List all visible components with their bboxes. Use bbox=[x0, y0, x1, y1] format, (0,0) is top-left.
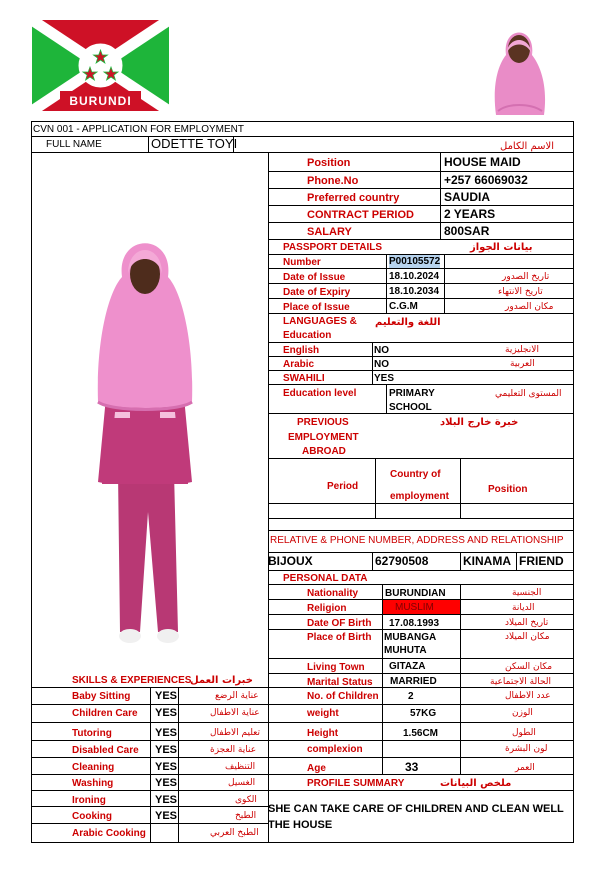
personal-ar-marital: الحالة الاجتماعية bbox=[490, 677, 551, 687]
job-value-country: SAUDIA bbox=[444, 190, 491, 204]
personal-ar-religion: الديانة bbox=[512, 603, 535, 613]
skill-ar-washing: الغسيل bbox=[228, 778, 256, 788]
passport-ar-place: مكان الصدور bbox=[505, 302, 554, 312]
form-code: CVN 001 - APPLICATION FOR EMPLOYMENT bbox=[33, 124, 244, 135]
job-value-salary: 800SAR bbox=[444, 224, 490, 238]
passport-label-number: Number bbox=[283, 257, 321, 268]
full-name-ar: الاسم الكامل bbox=[500, 141, 555, 152]
portrait-photo bbox=[478, 15, 560, 117]
skill-label-baby-sitting: Baby Sitting bbox=[72, 691, 131, 702]
skill-ar-baby-sitting: عناية الرضع bbox=[215, 691, 259, 701]
employment-col-country-1: Country of bbox=[390, 469, 441, 480]
languages-heading-1: LANGUAGES & bbox=[283, 316, 357, 327]
personal-value-religion: MUSLIM bbox=[395, 602, 434, 613]
passport-label-expiry: Date of Expiry bbox=[283, 287, 351, 298]
employment-heading-ar: خبرة خارج البلاد bbox=[440, 417, 519, 428]
personal-label-age: Age bbox=[307, 763, 326, 774]
skill-ar-children-care: عناية الاطفال bbox=[210, 708, 260, 718]
passport-value-issue: 18.10.2024 bbox=[389, 271, 440, 282]
skill-ar-tutoring: تعليم الاطفال bbox=[210, 728, 261, 738]
passport-label-place: Place of Issue bbox=[283, 302, 350, 313]
job-label-salary: SALARY bbox=[307, 226, 352, 238]
personal-label-pob: Place of Birth bbox=[307, 632, 372, 643]
skill-ar-cleaning: التنظيف bbox=[225, 762, 256, 772]
personal-label-weight: weight bbox=[307, 708, 339, 719]
skill-value-baby-sitting: YES bbox=[155, 690, 178, 702]
passport-heading-ar: بيانات الجواز bbox=[470, 242, 533, 253]
personal-ar-height: الطول bbox=[512, 728, 536, 738]
skill-label-arabic-cooking: Arabic Cooking bbox=[72, 828, 146, 839]
flag-caption: BURUNDI bbox=[69, 94, 132, 108]
relative-phone: 62790508 bbox=[375, 554, 429, 568]
personal-heading: PERSONAL DATA bbox=[283, 573, 368, 584]
skill-label-children-care: Children Care bbox=[72, 708, 138, 719]
employment-heading-2: EMPLOYMENT bbox=[288, 432, 359, 443]
passport-ar-issue: تاريخ الصدور bbox=[502, 272, 550, 282]
job-value-contract: 2 YEARS bbox=[444, 207, 496, 221]
personal-ar-weight: الوزن bbox=[512, 708, 533, 718]
passport-value-number: P00105572 bbox=[389, 256, 441, 267]
languages-heading-2: Education bbox=[283, 330, 332, 341]
skills-heading: SKILLS & EXPERIENCES bbox=[72, 675, 192, 686]
employment-heading-3: ABROAD bbox=[302, 446, 346, 457]
passport-value-place: C.G.M bbox=[389, 301, 418, 312]
personal-label-nationality: Nationality bbox=[307, 588, 359, 599]
employment-col-country-2: employment bbox=[390, 491, 449, 502]
personal-ar-town: مكان السكن bbox=[505, 662, 553, 672]
education-value-2: SCHOOL bbox=[389, 402, 432, 413]
skill-ar-arabic-cooking: الطبخ العربي bbox=[210, 828, 259, 838]
skills-heading-ar: خبرات العمل bbox=[190, 675, 253, 686]
employment-heading-1: PREVIOUS bbox=[297, 417, 349, 428]
personal-ar-complexion: لون البشرة bbox=[505, 744, 548, 754]
profile-text-2: THE HOUSE bbox=[268, 819, 333, 831]
personal-value-weight: 57KG bbox=[410, 708, 437, 719]
profile-text-1: SHE CAN TAKE CARE OF CHILDREN AND CLEAN WELL bbox=[268, 803, 564, 815]
personal-label-town: Living Town bbox=[307, 662, 365, 673]
passport-heading: PASSPORT DETAILS bbox=[283, 242, 383, 253]
skill-value-cleaning: YES bbox=[155, 761, 178, 773]
lang-label-swahili: SWAHILI bbox=[283, 373, 325, 384]
skill-value-disabled-care: YES bbox=[155, 744, 178, 756]
job-value-phone: +257 66069032 bbox=[444, 173, 528, 187]
skill-ar-disabled-care: عناية العجزة bbox=[210, 745, 257, 755]
personal-value-town: GITAZA bbox=[389, 661, 426, 672]
education-ar: المستوى التعليمي bbox=[495, 389, 562, 399]
personal-value-height: 1.56CM bbox=[403, 728, 439, 739]
personal-value-pob: MUBANGA MUHUTA bbox=[384, 632, 436, 656]
personal-label-religion: Religion bbox=[307, 603, 347, 614]
passport-ar-expiry: تاريخ الانتهاء bbox=[498, 287, 543, 297]
personal-value-age: 33 bbox=[405, 760, 419, 774]
lang-ar-english: الانجليزية bbox=[505, 345, 539, 355]
skill-label-washing: Washing bbox=[72, 778, 114, 789]
lang-label-english: English bbox=[283, 345, 320, 356]
relative-heading: RELATIVE & PHONE NUMBER, ADDRESS AND RELATIONSHIP bbox=[270, 535, 564, 546]
lang-ar-arabic: العربية bbox=[510, 359, 535, 369]
burundi-flag bbox=[32, 20, 169, 111]
personal-value-dob: 17.08.1993 bbox=[389, 618, 440, 629]
personal-label-marital: Marital Status bbox=[307, 677, 373, 688]
job-label-country: Preferred country bbox=[307, 192, 400, 204]
job-label-contract: CONTRACT PERIOD bbox=[307, 209, 414, 221]
profile-heading-ar: ملخص البيانات bbox=[440, 778, 512, 789]
full-name-value: ODETTE TOYI bbox=[151, 136, 238, 151]
personal-label-height: Height bbox=[307, 728, 339, 739]
education-label: Education level bbox=[283, 388, 357, 399]
skill-value-tutoring: YES bbox=[155, 727, 178, 739]
passport-value-expiry: 18.10.2034 bbox=[389, 286, 440, 297]
education-value-1: PRIMARY bbox=[389, 388, 435, 399]
languages-heading-ar: اللغة والتعليم bbox=[375, 317, 441, 328]
personal-ar-dob: تاريخ الميلاد bbox=[505, 618, 549, 628]
skill-ar-ironing: الكوى bbox=[235, 795, 257, 805]
skill-label-cooking: Cooking bbox=[72, 811, 112, 822]
relative-relationship: FRIEND bbox=[519, 554, 564, 568]
full-body-photo bbox=[88, 222, 203, 654]
relative-name: BIJOUX bbox=[268, 554, 313, 568]
personal-label-dob: Date OF Birth bbox=[307, 618, 372, 629]
personal-value-marital: MARRIED bbox=[390, 676, 437, 687]
passport-label-issue: Date of Issue bbox=[283, 272, 346, 283]
personal-ar-nationality: الجنسية bbox=[512, 588, 542, 598]
personal-label-complexion: complexion bbox=[307, 744, 363, 755]
lang-value-english: NO bbox=[374, 345, 389, 356]
full-name-label: FULL NAME bbox=[46, 139, 102, 150]
personal-value-children: 2 bbox=[408, 691, 414, 702]
job-label-phone: Phone.No bbox=[307, 175, 359, 187]
lang-label-arabic: Arabic bbox=[283, 359, 315, 370]
skill-label-tutoring: Tutoring bbox=[72, 728, 112, 739]
skill-value-children-care: YES bbox=[155, 707, 178, 719]
skill-ar-cooking: الطبخ bbox=[235, 811, 257, 821]
skill-label-disabled-care: Disabled Care bbox=[72, 745, 139, 756]
skill-value-cooking: YES bbox=[155, 810, 178, 822]
job-value-position: HOUSE MAID bbox=[444, 155, 521, 169]
profile-heading: PROFILE SUMMARY bbox=[307, 778, 405, 789]
skill-value-ironing: YES bbox=[155, 794, 178, 806]
personal-ar-age: العمر bbox=[515, 763, 535, 773]
relative-address: KINAMA bbox=[463, 554, 511, 568]
personal-label-children: No. of Children bbox=[307, 691, 379, 702]
job-label-position: Position bbox=[307, 157, 351, 169]
employment-col-position: Position bbox=[488, 484, 528, 495]
personal-value-nationality: BURUNDIAN bbox=[385, 588, 446, 599]
lang-value-arabic: NO bbox=[374, 359, 389, 370]
lang-value-swahili: YES bbox=[374, 373, 395, 384]
skill-value-washing: YES bbox=[155, 777, 178, 789]
skill-label-cleaning: Cleaning bbox=[72, 762, 115, 773]
personal-ar-pob: مكان الميلاد bbox=[505, 632, 550, 642]
employment-col-period: Period bbox=[327, 481, 359, 492]
skill-label-ironing: Ironing bbox=[72, 795, 106, 806]
personal-ar-children: عدد الاطفال bbox=[505, 691, 551, 701]
